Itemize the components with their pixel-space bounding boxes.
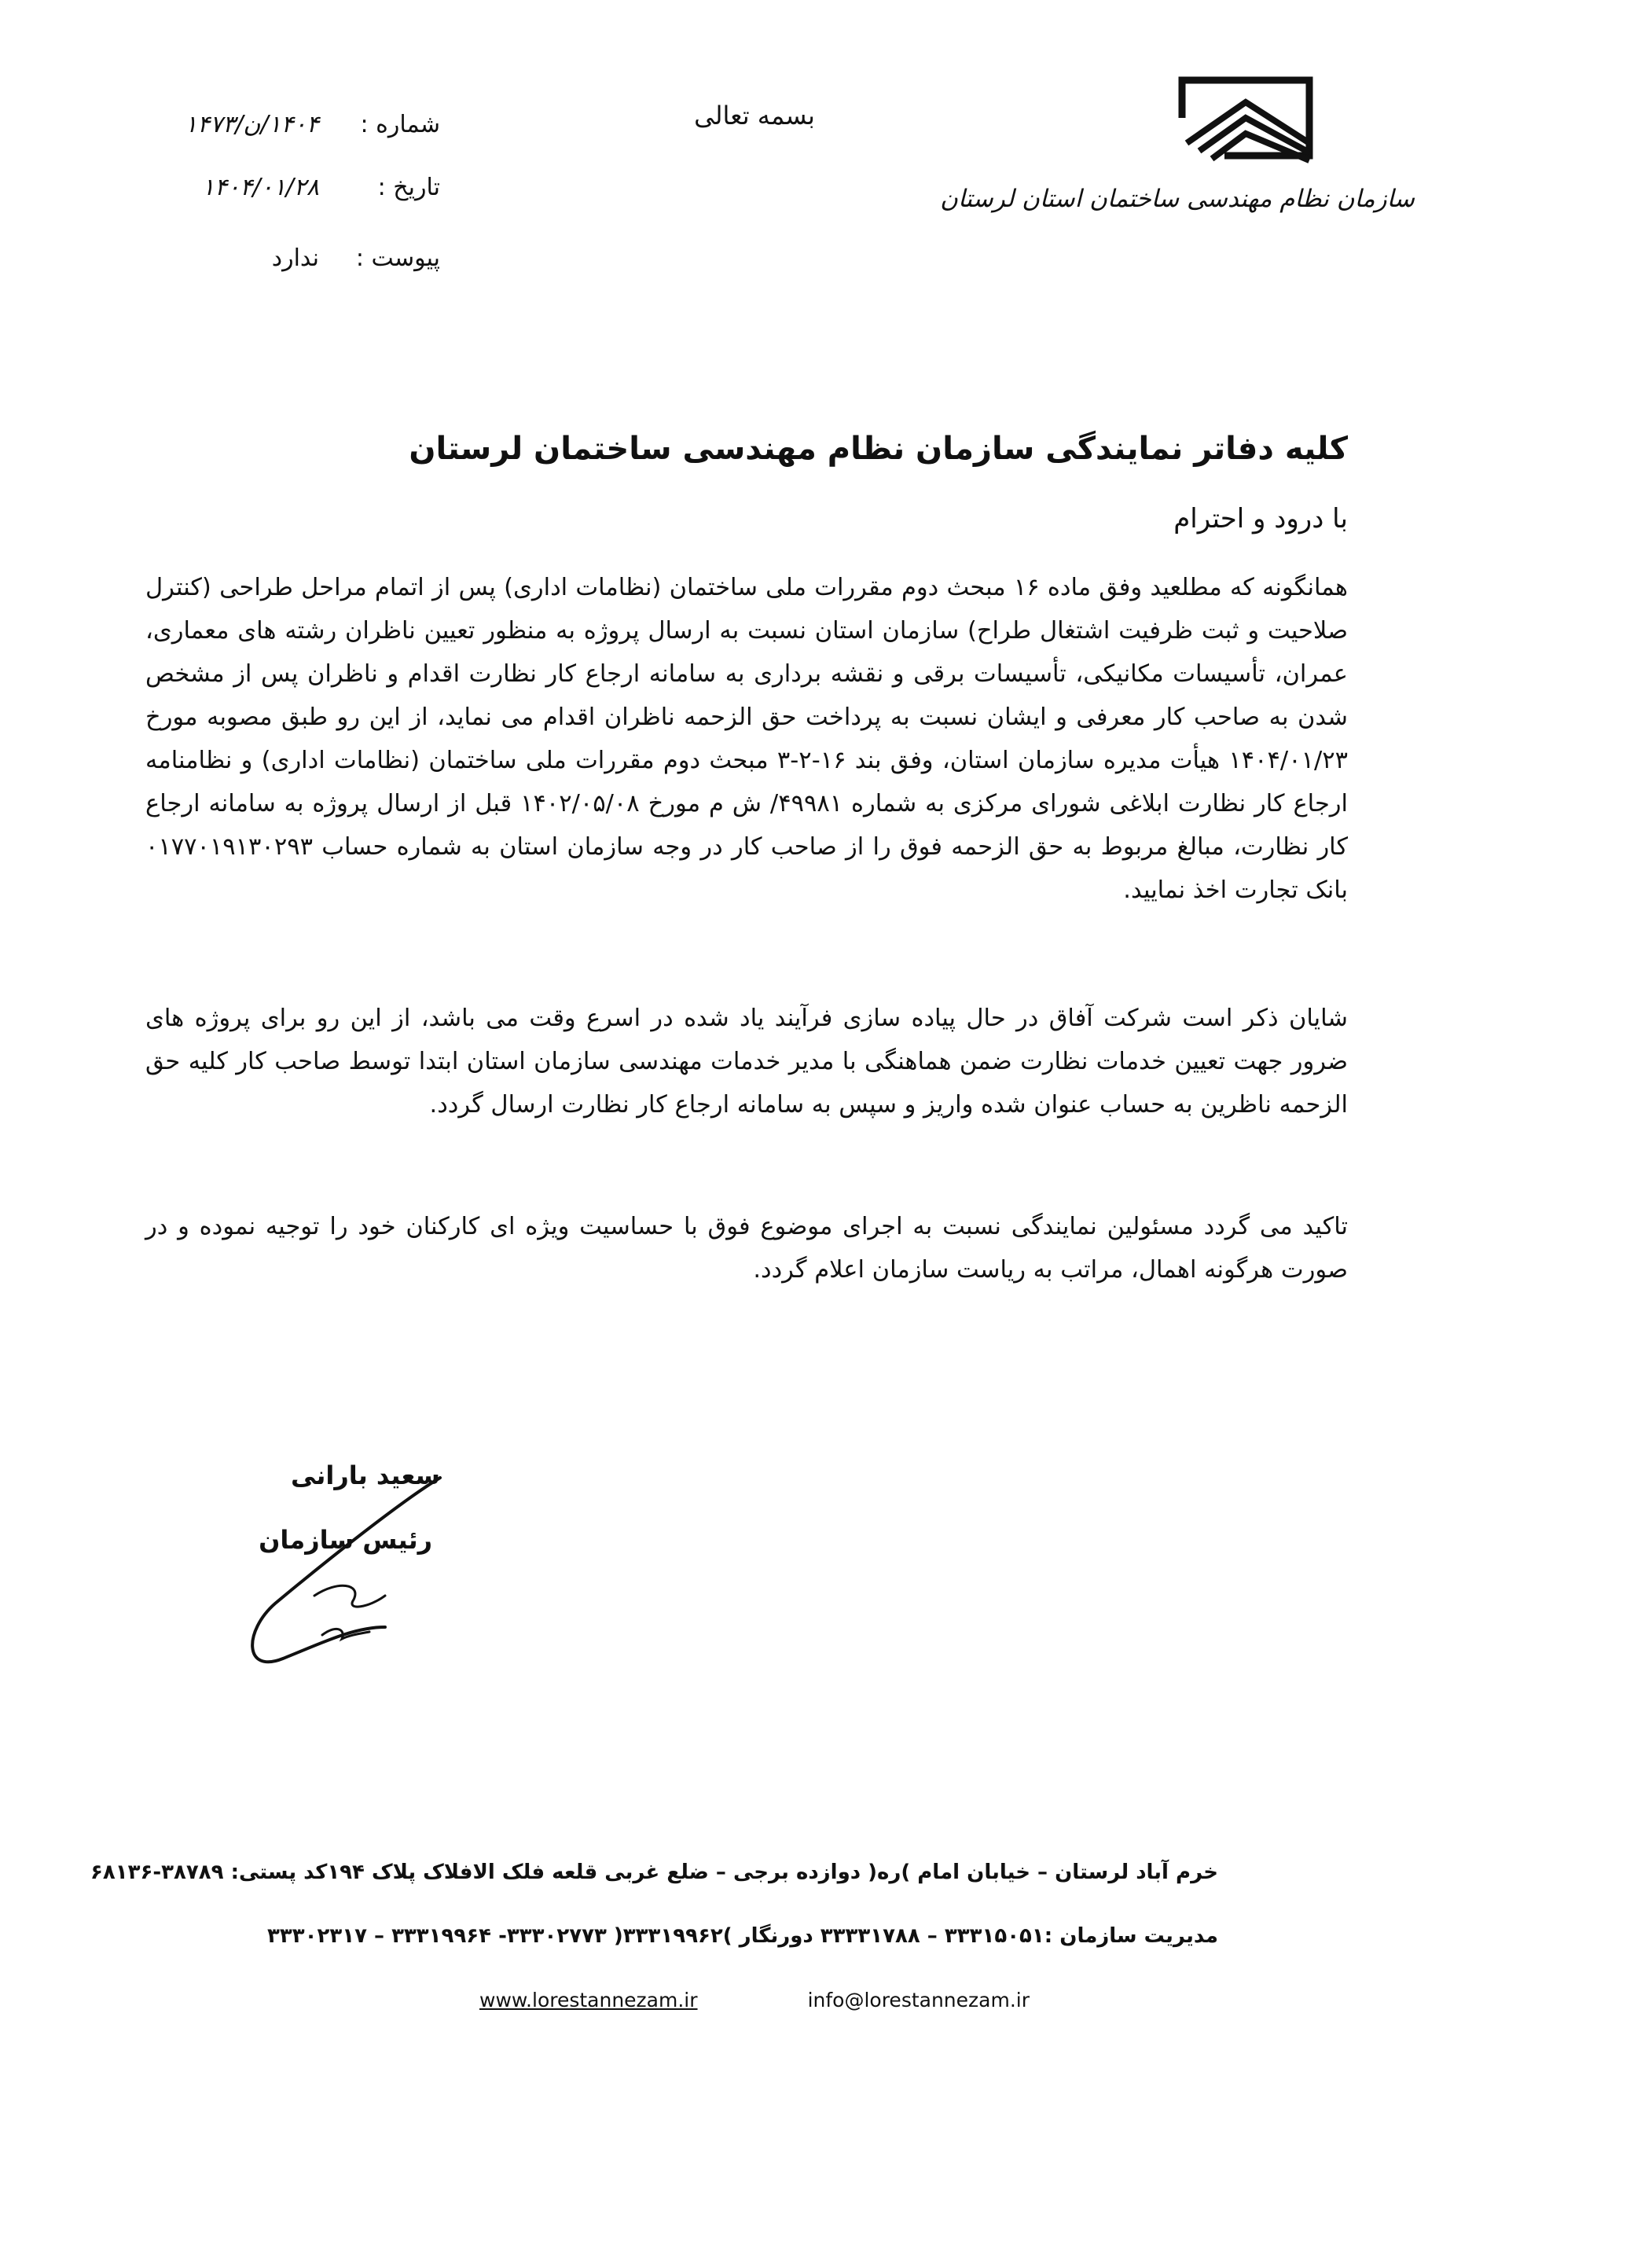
- letter-number-label: شماره :: [360, 110, 440, 138]
- letter-number-value: ۱۴۰۴/ن/۱۴۷۳: [184, 110, 319, 138]
- recipient-heading: کلیه دفاتر نمایندگی سازمان نظام مهندسی ساختمان لرستان: [409, 431, 1348, 467]
- body-paragraph-2: شایان ذکر است شرکت آفاق در حال پیاده سازی فرآیند یاد شده در اسرع وقت می باشد، از این رو برای پروژه های ضرور جهت تعیین خدمات نظارت ضمن هماهنگی با مدیر خدمات مهندسی سازمان استان ابتدا توسط صاحب کار کلیه حق الزحمه ناظرین به حساب عنوان شده واریز و سپس به سامانه ارجاع کار نظارت ارسال گردد.: [145, 1005, 1348, 1119]
- signer-title: رئیس سازمان: [259, 1525, 432, 1555]
- email-link[interactable]: info@lorestannezam.ir: [807, 1989, 1030, 2011]
- letter-date-value: ۱۴۰۴/۰۱/۲۸: [201, 173, 319, 201]
- bismillah-heading: بسمه تعالی: [694, 101, 815, 130]
- building-logo-icon: [1171, 71, 1320, 165]
- letter-attachment-row: [157, 234, 440, 281]
- signer-name: سعید بارانی: [290, 1460, 440, 1490]
- footer-phones: مدیریت سازمان :۳۳۳۱۵۰۵۱ – ۳۳۳۳۱۷۸۸ دورنگار )۳۳۳۱۹۹۶۲( ۳۳۳۰۲۷۷۳- ۳۳۳۱۹۹۶۴ – ۳۳۳۰۲۳۱۷: [267, 1924, 1218, 1948]
- body-paragraph-1: همانگونه که مطلعید وفق ماده ۱۶ مبحث دوم مقررات ملی ساختمان (نظامات اداری) پس از اتمام مراحل طراحی (کنترل صلاحیت و ثبت ظرفیت اشتغال طراح) سازمان استان نسبت به ارسال پروژه به منظور تعیین ناظران رشته های معماری، عمران، تأسیسات مکانیکی، تأسیسات برقی و نقشه برداری به سامانه ارجاع کار نظارت اقدام و ناظران پس از مشخص شدن به صاحب کار معرفی و ایشان نسبت به پرداخت حق الزحمه ناظران اقدام می نماید، از این رو طبق مصوبه مورخ ۱۴۰۴/۰۱/۲۳ هیأت مدیره سازمان استان، وفق بند ۱۶-۲-۳ مبحث دوم مقررات ملی ساختمان (نظامات اداری) و نظامنامه ارجاع کار نظارت ابلاغی شورای مرکزی به شماره ۴۹۹۸۱/ ش م مورخ ۱۴۰۲/۰۵/۰۸ قبل از ارسال پروژه به سامانه ارجاع کار نظارت، مبالغ مربوط به حق الزحمه فوق را از صاحب کار در وجه سازمان استان به شماره حساب ۰۱۷۷۰۱۹۱۳۰۲۹۳ بانک تجارت اخذ نمایید.: [145, 574, 1349, 904]
- letter-date-row: [157, 163, 440, 211]
- letter-attachment-value: ندارد: [271, 244, 319, 272]
- website-link[interactable]: www.lorestannezam.ir: [479, 1989, 698, 2011]
- letter-attachment-label: پیوست :: [355, 244, 440, 272]
- body-paragraph-3: تاکید می گردد مسئولین نمایندگی نسبت به اجرای موضوع فوق با حساسیت ویژه ای کارکنان خود را توجیه نموده و در صورت هرگونه اهمال، مراتب به ریاست سازمان اعلام گردد.: [145, 1213, 1348, 1284]
- signature-block: [228, 1446, 464, 1690]
- greeting: با درود و احترام: [1173, 503, 1348, 535]
- organization-logo: [940, 71, 1415, 252]
- footer-links: [479, 1989, 1030, 2011]
- letter-date-label: تاریخ :: [377, 173, 440, 201]
- organization-name: سازمان نظام مهندسی ساختمان استان لرستان: [940, 185, 1415, 213]
- letter-number-row: [157, 101, 440, 148]
- footer-address: خرم آباد لرستان – خیابان امام )ره( دوازده برجی – ضلع غربی قلعه فلک الافلاک پلاک ۱۹۴کد پستی: ۳۸۷۸۹-۶۸۱۳۶: [90, 1861, 1218, 1884]
